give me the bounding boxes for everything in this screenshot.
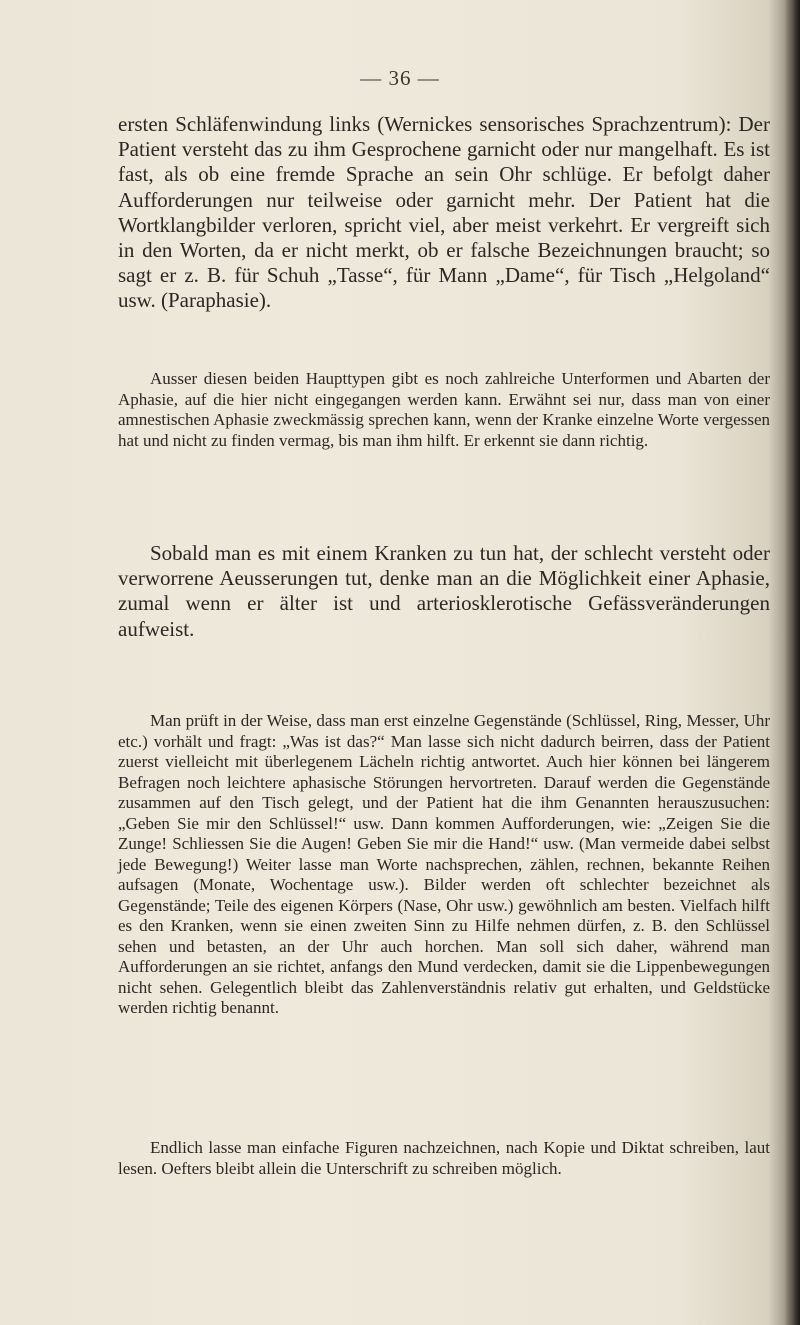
paragraph-3: Sobald man es mit einem Kranken zu tun hat, der schlecht versteht oder verworrene Aeusserungen tut, denke man an die Möglichkeit einer Aphasie, zumal wenn er älter ist und arteriosklerotische Gefässveränderungen aufweist. [118, 541, 770, 641]
paragraph-5: Endlich lasse man einfache Figuren nachzeichnen, nach Kopie und Diktat schreiben, laut lesen. Oefters bleibt allein die Unterschrift zu schreiben möglich. [118, 1138, 770, 1178]
page-number: — 36 — [360, 66, 440, 90]
page-edge-shadow [784, 0, 800, 1325]
paragraph-1: ersten Schläfenwindung links (Wernickes sensorisches Sprachzentrum): Der Patient versteht das zu ihm Gesprochene garnicht oder nur mangelhaft. Es ist fast, als ob eine fremde Sprache an sein Ohr schlüge. Er befolgt daher Aufforderungen nur teilweise oder garnicht mehr. Der Patient hat die Wortklangbilder verloren, spricht viel, aber meist verkehrt. Er vergreift sich in den Worten, da er nicht merkt, ob er falsche Bezeichnungen braucht; so sagt er z. B. für Schuh „Tasse“, für Mann „Dame“, für Tisch „Helgoland“ usw. (Paraphasie). [118, 112, 770, 313]
paragraph-2: Ausser diesen beiden Haupttypen gibt es noch zahlreiche Unterformen und Abarten der Aphasie, auf die hier nicht eingegangen werden kann. Erwähnt sei nur, dass man von einer amnestischen Aphasie zweckmässig sprechen kann, wenn der Kranke einzelne Worte vergessen hat und nicht zu finden vermag, bis man ihm hilft. Er erkennt sie dann richtig. [118, 369, 770, 450]
paragraph-4: Man prüft in der Weise, dass man erst einzelne Gegenstände (Schlüssel, Ring, Messer, Uhr etc.) vorhält und fragt: „Was ist das?“ Man lasse sich nicht dadurch beirren, dass der Patient zuerst vielleicht mit überlegenem Lächeln richtig antwortet. Auch hier können bei längerem Befragen noch leichtere aphasische Störungen hervortreten. Darauf werden die Gegenstände zusammen auf den Tisch gelegt, und der Patient hat die ihm Genannten herauszusuchen: „Geben Sie mir den Schlüssel!“ usw. Dann kommen Aufforderungen, wie: „Zeigen Sie die Zunge! Schliessen Sie die Augen! Geben Sie mir die Hand!“ usw. (Man vermeide dabei selbst jede Bewegung!) Weiter lasse man Worte nachsprechen, zählen, rechnen, bekannte Reihen aufsagen (Monate, Wochentage usw.). Bilder werden oft schlechter bezeichnet als Gegenstände; Teile des eigenen Körpers (Nase, Ohr usw.) gewöhnlich am besten. Vielfach hilft es den Kranken, wenn sie einen zweiten Sinn zu Hilfe nehmen dürfen, z. B. den Schlüssel sehen und betasten, an der Uhr auch horchen. Man soll sich daher, während man Aufforderungen an sie richtet, anfangs den Mund verdecken, damit sie die Lippenbewegungen nicht sehen. Gelegentlich bleibt das Zahlenverständnis relativ gut erhalten, und Geldstücke werden richtig benannt. [118, 711, 770, 1017]
